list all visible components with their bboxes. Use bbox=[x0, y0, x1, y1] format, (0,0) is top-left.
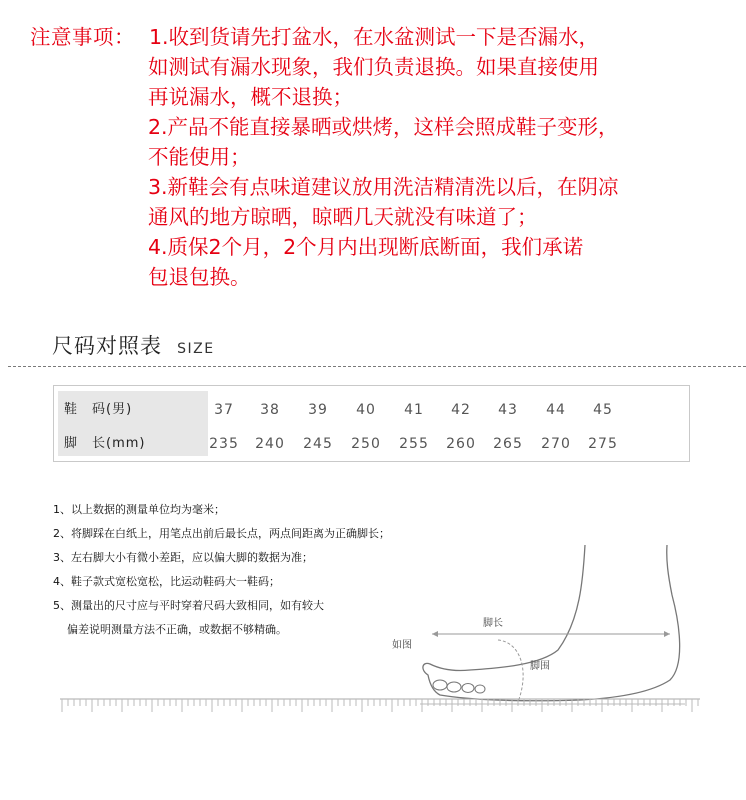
size-cell: 39 bbox=[308, 402, 328, 418]
length-cell: 265 bbox=[493, 436, 523, 452]
notice-line: 包退包换。 bbox=[148, 265, 251, 289]
length-arrow-left bbox=[432, 631, 438, 637]
size-cell: 43 bbox=[498, 402, 518, 418]
notice-line: 1.收到货请先打盆水，在水盆测试一下是否漏水， bbox=[149, 25, 600, 49]
as-shown-label: 如图 bbox=[392, 640, 412, 651]
shoe-size-row bbox=[54, 395, 691, 425]
foot-measurement-illustration bbox=[380, 540, 700, 720]
size-cell: 40 bbox=[356, 402, 376, 418]
size-cell: 41 bbox=[404, 402, 424, 418]
note-item: 3、左右脚大小有微小差距，应以偏大脚的数据为准； bbox=[53, 551, 313, 564]
measurement-notes bbox=[53, 498, 393, 642]
notice-line: 2.产品不能直接暴晒或烘烤，这样会照成鞋子变形， bbox=[148, 115, 619, 139]
size-table bbox=[53, 385, 690, 462]
length-cell: 240 bbox=[255, 436, 285, 452]
notice-line: 再说漏水，概不退换； bbox=[148, 85, 353, 109]
length-cell: 275 bbox=[588, 436, 618, 452]
size-cell: 45 bbox=[593, 402, 613, 418]
notice-line: 4.质保2个月，2个月内出现断底断面，我们承诺 bbox=[148, 235, 584, 259]
notice-items bbox=[148, 22, 738, 292]
notice-line: 通风的地方晾晒，晾晒几天就没有味道了； bbox=[148, 205, 538, 229]
foot-length-row-label: 脚 长(mm) bbox=[64, 436, 146, 451]
toe-mark bbox=[447, 682, 461, 692]
size-cell: 42 bbox=[451, 402, 471, 418]
size-chart-title: 尺码对照表 bbox=[52, 334, 162, 358]
note-item: 4、鞋子款式宽松宽松，比运动鞋码大一鞋码； bbox=[53, 575, 280, 588]
shoe-size-row-label: 鞋 码(男) bbox=[64, 402, 133, 417]
size-chart-heading bbox=[52, 330, 215, 364]
note-item: 2、将脚踩在白纸上，用笔点出前后最长点，两点间距离为正确脚长； bbox=[53, 527, 390, 540]
notice-line: 3.新鞋会有点味道建议放用洗洁精清洗以后，在阴凉 bbox=[148, 175, 619, 199]
size-cell: 44 bbox=[546, 402, 566, 418]
girth-arc bbox=[498, 640, 523, 702]
ruler bbox=[60, 698, 700, 720]
foot-length-label: 脚长 bbox=[483, 618, 503, 629]
length-cell: 255 bbox=[399, 436, 429, 452]
note-item: 偏差说明测量方法不正确，或数据不够精确。 bbox=[67, 623, 287, 636]
length-cell: 235 bbox=[209, 436, 239, 452]
size-cell: 38 bbox=[260, 402, 280, 418]
ruler-ticks bbox=[62, 699, 698, 712]
note-item: 5、测量出的尺寸应与平时穿着尺码大致相同，如有较大 bbox=[53, 599, 324, 612]
length-cell: 270 bbox=[541, 436, 571, 452]
size-chart-subtitle: SIZE bbox=[177, 341, 215, 357]
dashed-divider bbox=[8, 366, 746, 367]
foot-girth-label: 脚围 bbox=[530, 661, 550, 672]
size-cell: 37 bbox=[214, 402, 234, 418]
foot-outline bbox=[423, 545, 680, 701]
toe-mark bbox=[475, 685, 485, 693]
notice-line: 如测试有漏水现象，我们负责退换。如果直接使用 bbox=[148, 55, 599, 79]
notice-line: 不能使用； bbox=[148, 145, 251, 169]
length-cell: 245 bbox=[303, 436, 333, 452]
length-arrow-right bbox=[664, 631, 670, 637]
foot-length-row bbox=[54, 429, 691, 459]
length-cell: 260 bbox=[446, 436, 476, 452]
note-item: 1、以上数据的测量单位均为毫米； bbox=[53, 503, 225, 516]
toe-mark bbox=[462, 684, 474, 693]
notice-label: 注意事项： bbox=[30, 25, 135, 49]
toe-mark bbox=[433, 680, 447, 690]
length-cell: 250 bbox=[351, 436, 381, 452]
